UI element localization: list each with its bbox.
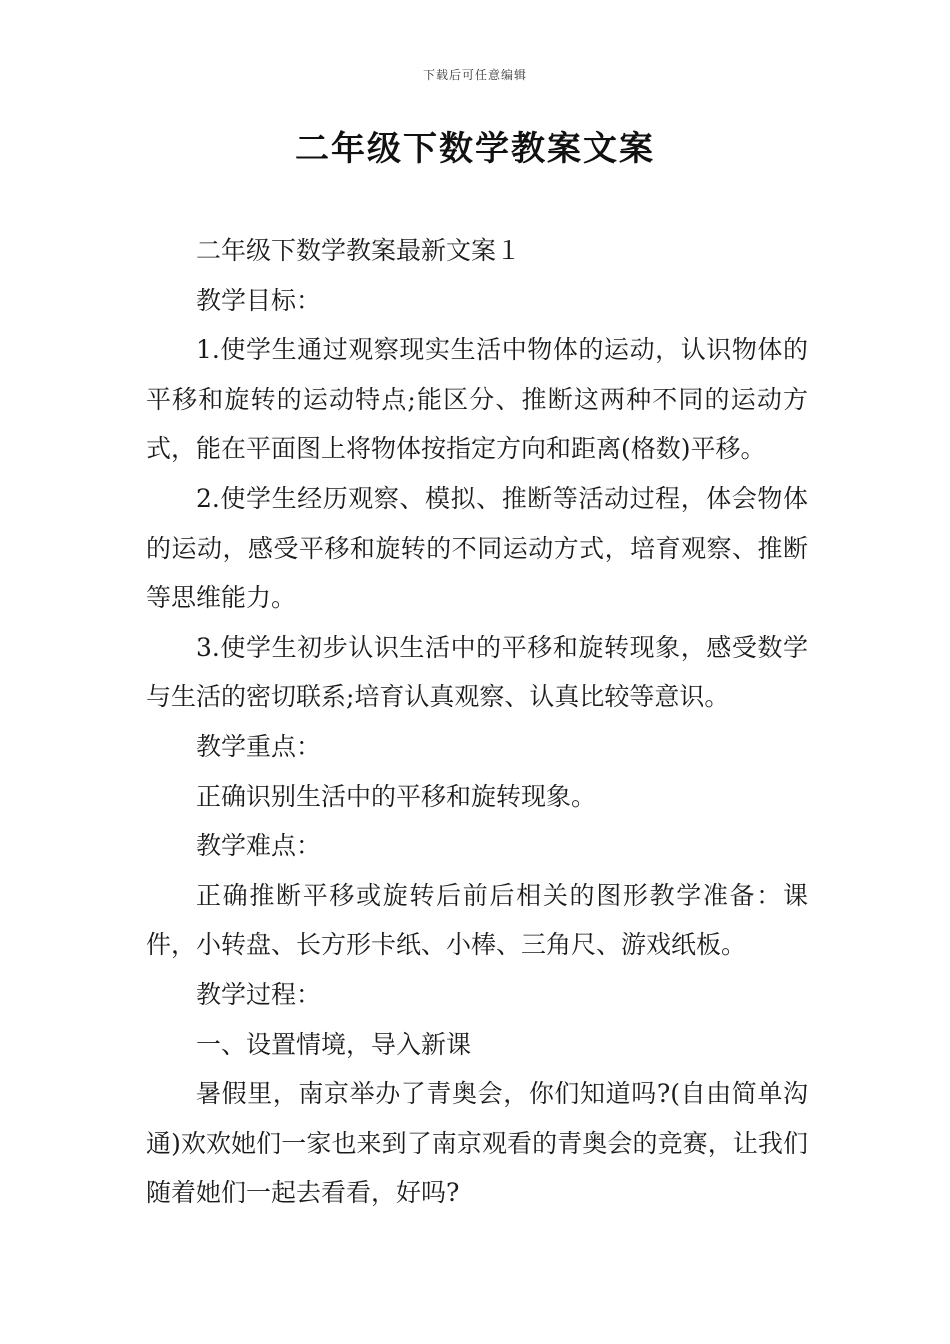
header-note: 下载后可任意编辑 [422, 68, 527, 82]
paragraph-process-label: 教学过程： [196, 979, 322, 1009]
document-body [146, 226, 808, 1218]
paragraph-goal-2: 2.使学生经历观察、模拟、推断等活动过程，体会物体的运动，感受平移和旋转的不同运动方式，培育观察、推断等思维能力。 [146, 483, 808, 613]
paragraph-difficulty: 正确推断平移或旋转后前后相关的图形教学准备：课件，小转盘、长方形卡纸、小棒、三角尺、游戏纸板。 [146, 880, 808, 960]
paragraph-heading: 二年级下数学教案最新文案１ [196, 236, 522, 265]
document-title: 二年级下数学教案文案 [295, 129, 655, 169]
paragraph-goals-label: 教学目标： [196, 285, 322, 315]
paragraph-difficulty-label: 教学难点： [196, 831, 322, 861]
paragraph-goal-3: 3.使学生初步认识生活中的平移和旋转现象，感受数学与生活的密切联系;培育认真观察、认真比较等意识。 [146, 632, 808, 712]
paragraph-goal-1: 1.使学生通过观察现实生活中物体的运动，认识物体的平移和旋转的运动特点;能区分、推断这两种不同的运动方式，能在平面图上将物体按指定方向和距离(格数)平移。 [146, 335, 808, 464]
paragraph-intro: 暑假里，南京举办了青奥会，你们知道吗?(自由简单沟通)欢欢她们一家也来到了南京观看的青奥会的竞赛，让我们随着她们一起去看看，好吗? [146, 1079, 808, 1208]
paragraph-section-1: 一、设置情境，导入新课 [196, 1029, 472, 1059]
paragraph-key-point-label: 教学重点： [196, 731, 322, 761]
paragraph-key-point: 正确识别生活中的平移和旋转现象。 [196, 781, 597, 811]
